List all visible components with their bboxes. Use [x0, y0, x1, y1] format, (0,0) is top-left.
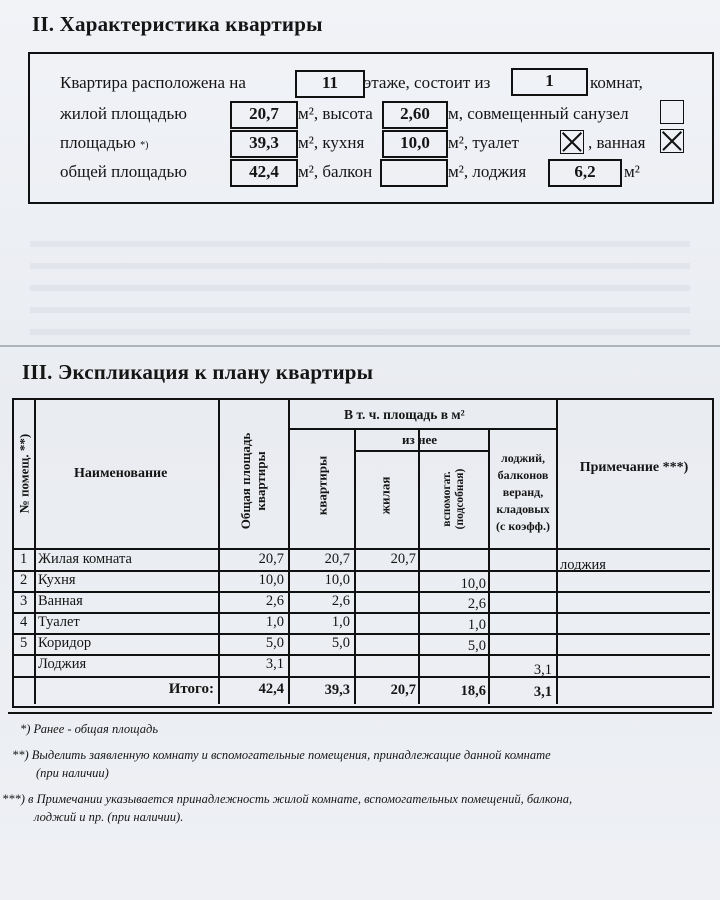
- header-auxiliary: вспомогат. (подсобная): [441, 468, 466, 530]
- row2-num: 2: [20, 572, 28, 588]
- total-area-value: 42,4: [230, 159, 298, 187]
- area-label-text: площадью: [60, 133, 136, 152]
- header-name: Наименование: [74, 466, 168, 481]
- header-living: жилая: [377, 476, 393, 515]
- totals-living: 20,7: [390, 682, 416, 698]
- row4-apt: 1,0: [331, 614, 350, 630]
- header-apartment: квартиры: [314, 455, 330, 516]
- toilet-label: м², туалет: [448, 133, 519, 152]
- header-of-which: из нее: [402, 432, 437, 447]
- footnote-3b: лоджий и пр. (при наличии).: [34, 810, 184, 824]
- bathroom-checkbox-icon: [660, 129, 684, 153]
- section2-title: II. Характеристика квартиры: [32, 12, 323, 36]
- rooms-value: 1: [511, 68, 588, 96]
- bleed-through-area: [30, 225, 690, 335]
- row1-apt: 20,7: [324, 551, 350, 567]
- row1-num: 1: [20, 551, 28, 567]
- totals-apt: 39,3: [324, 682, 350, 698]
- row5-num: 5: [20, 635, 28, 651]
- row-divider: [14, 612, 710, 614]
- totals-loggia: 3,1: [533, 684, 552, 700]
- row3-aux: 2,6: [467, 596, 486, 612]
- living-area-label: жилой площадью: [60, 104, 187, 123]
- col-divider: [556, 400, 558, 704]
- combined-bath-checkbox: [660, 100, 684, 124]
- rooms-suffix-label: комнат,: [590, 73, 643, 92]
- row4-num: 4: [20, 614, 28, 630]
- row4-aux: 1,0: [467, 617, 486, 633]
- row1-total: 20,7: [258, 551, 284, 567]
- balcony-label: м², балкон: [298, 162, 373, 181]
- section3-title: III. Экспликация к плану квартиры: [22, 360, 374, 384]
- loggia-label: м², лоджия: [448, 162, 527, 181]
- row6-total: 3,1: [265, 656, 284, 672]
- height-label: м², высота: [298, 104, 373, 123]
- row4-name: Туалет: [38, 614, 80, 630]
- header-note: Примечание ***): [579, 460, 689, 475]
- combined-bath-label: м, совмещенный санузел: [448, 104, 629, 123]
- toilet-checkbox-icon: [560, 130, 584, 154]
- header-total-area: Общая площадь квартиры: [238, 432, 268, 530]
- row2-aux: 10,0: [460, 576, 486, 592]
- row2-total: 10,0: [258, 572, 284, 588]
- row3-num: 3: [20, 593, 28, 609]
- col-divider: [34, 400, 36, 704]
- kitchen-value: 10,0: [382, 130, 448, 158]
- row-divider: [14, 633, 710, 635]
- header-including: В т. ч. площадь в м²: [344, 407, 465, 422]
- row3-name: Ванная: [38, 593, 83, 609]
- row4-total: 1,0: [265, 614, 284, 630]
- row5-name: Коридор: [38, 635, 92, 651]
- row6-loggia: 3,1: [533, 662, 552, 678]
- height-value: 2,60: [382, 101, 448, 129]
- floor-value: 11: [295, 70, 365, 98]
- row3-total: 2,6: [265, 593, 284, 609]
- balcony-value: [380, 159, 448, 187]
- loggia-unit: м²: [624, 162, 640, 181]
- row2-apt: 10,0: [324, 572, 350, 588]
- area-label: [60, 133, 148, 153]
- living-area-value: 20,7: [230, 101, 298, 129]
- total-area-label: общей площадью: [60, 162, 187, 181]
- page-fold-line: [0, 345, 720, 347]
- totals-label: Итого:: [168, 681, 214, 697]
- area-value: 39,3: [230, 130, 298, 158]
- located-on-label: Квартира расположена на: [60, 73, 246, 92]
- row1-living: 20,7: [390, 551, 416, 567]
- area-note-mark: *): [140, 140, 149, 151]
- row-divider: [354, 450, 488, 452]
- row-divider: [14, 676, 710, 678]
- header-loggia: лоджий, балконов веранд, кладовых (с коэфф.): [496, 451, 550, 533]
- footnote-2a: **) Выделить заявленную комнату и вспомогательные помещения, принадлежащие данной комнате: [12, 748, 551, 762]
- row3-apt: 2,6: [331, 593, 350, 609]
- floor-suffix-label: этаже, состоит из: [364, 73, 491, 92]
- footnote-2b: (при наличии): [36, 766, 109, 780]
- col-divider: [418, 428, 420, 704]
- totals-total: 42,4: [258, 681, 284, 697]
- bathroom-label: , ванная: [588, 133, 646, 152]
- explication-table: [12, 398, 714, 708]
- row-divider: [14, 654, 710, 656]
- row1-name: Жилая комната: [38, 551, 132, 567]
- row5-apt: 5,0: [331, 635, 350, 651]
- row-divider: [14, 591, 710, 593]
- footnote-1: *) Ранее - общая площадь: [20, 722, 159, 736]
- footnote-3a: ***) в Примечании указывается принадлежность жилой комнате, вспомогательных помещений, балкона,: [2, 792, 573, 806]
- row2-name: Кухня: [38, 572, 76, 588]
- row1-note: лоджия: [560, 557, 606, 573]
- totals-aux: 18,6: [460, 683, 486, 699]
- footnote-divider: [8, 712, 712, 714]
- row5-aux: 5,0: [467, 638, 486, 654]
- loggia-value: 6,2: [548, 159, 622, 187]
- row5-total: 5,0: [265, 635, 284, 651]
- header-room-number: № помещ. **): [16, 433, 32, 514]
- row6-name: Лоджия: [38, 656, 87, 672]
- kitchen-label: м², кухня: [298, 133, 365, 152]
